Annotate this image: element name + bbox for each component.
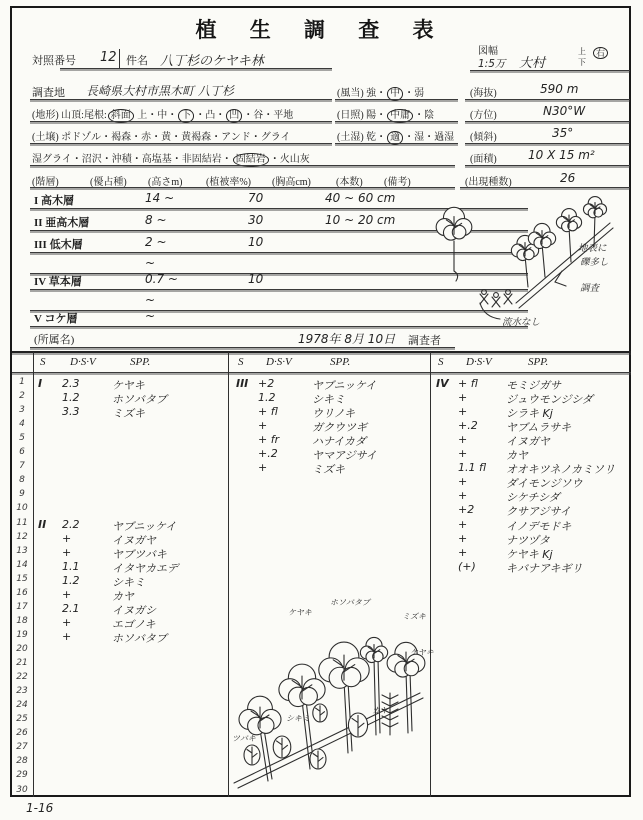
species-name: ホソバタブ <box>112 393 167 407</box>
species-name: ダイモンジソウ <box>506 477 583 491</box>
species-layer-mark: I <box>38 377 43 390</box>
species-row-number: 25 <box>16 714 28 725</box>
species-dsv-value: + <box>458 391 468 405</box>
species-row-number: 23 <box>16 686 28 697</box>
sketch-label-keyaki-2: ケヤキ <box>410 648 434 657</box>
species-name: ヤブニッケイ <box>312 379 377 392</box>
underline <box>30 149 455 166</box>
species-dsv-value: 3.3 <box>62 405 80 419</box>
layer-row-height: ~ <box>145 293 156 307</box>
underline <box>465 105 630 122</box>
species-row-number: 5 <box>19 433 25 444</box>
terrain-circled-lower: 下 <box>178 109 194 123</box>
sunlight-post: ・陰 <box>414 110 435 121</box>
sunlight-selected-option: 中庸 <box>387 109 413 123</box>
underline <box>335 83 458 100</box>
wind-options-post: ・弱 <box>404 88 425 99</box>
sunlight-pre: 陽・ <box>366 110 387 121</box>
species-dsv-value: + <box>62 587 72 601</box>
species-dsv-value: + fl <box>258 405 278 419</box>
species-row-number: 10 <box>16 503 28 514</box>
species-dsv-value: +2 <box>258 377 275 390</box>
species-name: モミジガサ <box>506 379 561 392</box>
species-name: ヤブムラサキ <box>506 421 572 435</box>
species-header-dsv: D·S·V <box>466 356 492 368</box>
layer-row-cover: 10 <box>248 235 264 249</box>
species-dsv-value: (+) <box>458 559 476 573</box>
species-name: ウリノキ <box>312 407 356 421</box>
species-name: シラキ Kj <box>506 407 553 421</box>
species-dsv-value: 1.2 <box>258 391 276 405</box>
species-dsv-value: + <box>258 419 268 433</box>
underline <box>335 105 458 122</box>
sketch-label-hosobatabu: ホソバタブ <box>330 598 370 607</box>
species-dsv-value: + <box>62 531 72 545</box>
species-name: ナツヅタ <box>506 533 550 547</box>
species-dsv-value: + <box>458 475 468 489</box>
slope-angle-label: (傾斜) <box>470 132 497 143</box>
page-number: 1-16 <box>26 801 54 815</box>
shrub-scribble <box>482 290 487 295</box>
area-label: (面積) <box>470 154 497 165</box>
underline <box>465 149 630 166</box>
layer-col-label: (高さm) <box>148 177 183 188</box>
slope-survey-label: 調査 <box>580 283 600 294</box>
tree-trunk <box>344 681 348 753</box>
species-name: イヌガシ <box>112 603 156 617</box>
species-layer-mark: IV <box>436 377 449 390</box>
species-row-number: 30 <box>16 784 28 795</box>
layer-row-cover: 10 <box>248 272 264 286</box>
terrain-mid2: ・凸・ <box>195 110 226 121</box>
species-row-number: 13 <box>16 545 28 556</box>
elevation-label: (海抜) <box>470 88 497 99</box>
layer-row-dbh: 40 ~ 60 cm <box>325 191 396 205</box>
species-name: カヤ <box>506 449 528 463</box>
underline <box>30 83 332 100</box>
soil-moisture-label: (土湿) <box>337 132 364 143</box>
species-name: シキミ <box>312 393 345 407</box>
species-row-number: 24 <box>16 700 28 711</box>
underline <box>30 105 332 122</box>
conifer-branch <box>390 723 398 727</box>
species-row-number: 15 <box>16 573 28 584</box>
species-name: シキミ <box>112 575 145 589</box>
tree-trunk <box>374 659 376 735</box>
subject-label: 件名 <box>126 55 148 67</box>
species-dsv-value: + <box>258 461 268 475</box>
soil-moisture-selected-option: 適 <box>387 131 403 145</box>
layer-col-label: (備考) <box>384 177 411 188</box>
species-dsv-value: + <box>62 545 72 559</box>
species-row-number: 20 <box>16 644 28 654</box>
species-dsv-value: 1.1 <box>62 559 80 573</box>
species-dsv-value: +2 <box>458 503 475 517</box>
sketch-label-tsubaki: ツバキ <box>232 734 256 743</box>
species-name: ヤマアジサイ <box>312 449 377 463</box>
terrain-label: (地形) <box>32 110 59 121</box>
species-name: ヤブツバキ <box>112 547 167 561</box>
conifer-branch <box>382 695 390 699</box>
species-header-spp: SPP. <box>130 356 151 368</box>
species-header-s: S <box>438 356 444 368</box>
species-header-s: S <box>40 356 46 368</box>
aspect-label: (方位) <box>470 110 497 121</box>
species-dsv-value: 1.2 <box>62 573 80 587</box>
soil-label: (土壌) <box>32 132 59 143</box>
species-row-number: 21 <box>16 658 28 668</box>
aspect-value: N30°W <box>543 104 586 118</box>
species-count-value: 26 <box>560 171 576 185</box>
species-name: ガクウツギ <box>312 421 367 435</box>
species-row-number: 8 <box>19 475 25 486</box>
species-row-number: 19 <box>16 629 28 640</box>
area-value: 10 X 15 m² <box>528 148 595 162</box>
species-row-number: 7 <box>19 461 25 472</box>
species-row-number: 11 <box>16 517 28 528</box>
species-row-number: 17 <box>16 601 28 612</box>
layer-row-height: 2 ~ <box>145 235 167 249</box>
species-name: イヌガヤ <box>112 533 156 547</box>
layer-row-height: 8 ~ <box>145 213 167 227</box>
species-dsv-value: + <box>458 545 468 559</box>
species-name: ハナイカダ <box>312 435 366 449</box>
layer-row-name: III 低木層 <box>34 239 83 251</box>
sketch-label-keyaki: ケヤキ <box>288 608 312 617</box>
sketch-label-mizuki: ミズキ <box>402 612 426 621</box>
species-dsv-value: + <box>458 531 468 545</box>
species-name: ミズキ <box>312 463 345 477</box>
species-dsv-value: 2.2 <box>62 517 80 531</box>
underline <box>30 171 455 188</box>
slope-note-line2: 礫多し <box>580 257 609 268</box>
survey-bracket <box>555 271 566 286</box>
terrain-pre: 山頂:尾根: <box>61 110 107 121</box>
layer-col-label: (植被率%) <box>206 177 251 188</box>
species-table-divider <box>33 352 34 797</box>
affiliation-label: (所属名) <box>34 334 75 346</box>
soil-moisture-pre: 乾・ <box>366 132 387 143</box>
species-layer-mark: II <box>38 517 47 531</box>
species-row-number: 9 <box>19 489 25 500</box>
wind-selected-option: 中 <box>387 87 403 101</box>
species-name: イタヤカエデ <box>112 561 178 575</box>
layer-row-height: 0.7 ~ <box>145 272 178 286</box>
species-dsv-value: 1.1 fl <box>458 461 487 475</box>
layer-row-height: 14 ~ <box>145 191 175 205</box>
survey-site-value: 長崎県大村市黒木町 八丁杉 <box>86 84 234 98</box>
species-name: カヤ <box>112 589 134 603</box>
layer-col-label: (優占種) <box>90 177 127 188</box>
conifer-branch <box>390 716 398 720</box>
terrain-post: ・谷・平地 <box>243 110 294 121</box>
species-row-number: 26 <box>16 728 28 739</box>
species-dsv-value: + <box>458 447 468 461</box>
species-name: ヤブニッケイ <box>112 519 177 533</box>
species-row-number: 27 <box>16 742 28 753</box>
ref-number-label: 対照番号 <box>32 55 76 67</box>
map-quadrant-top: 上 <box>578 47 586 56</box>
species-name: ケヤキ Kj <box>506 547 553 561</box>
map-name-value: 大村 <box>519 56 546 71</box>
map-quadrant-selected: 右 <box>593 47 608 59</box>
terrain-circled-slope: 斜面 <box>108 109 134 123</box>
species-header-spp: SPP. <box>528 356 549 368</box>
species-name: エゴノキ <box>112 617 156 631</box>
species-row-number: 29 <box>16 770 28 781</box>
species-row-number: 12 <box>16 531 28 542</box>
layer-row-dbh: 10 ~ 20 cm <box>325 213 396 227</box>
species-name: クサアジサイ <box>506 505 571 519</box>
conifer-branch <box>382 723 390 727</box>
slope-note-line1: 地表に <box>578 243 607 254</box>
underline <box>30 127 332 144</box>
ref-number-value: 12 <box>100 50 117 65</box>
layer-row-name: II 亜高木層 <box>34 217 90 229</box>
species-row-number: 18 <box>16 615 28 626</box>
slope-angle-value: 35° <box>552 126 574 140</box>
species-dsv-value: +.2 <box>458 419 478 433</box>
species-name: シケチシダ <box>506 491 560 505</box>
species-row-number: 22 <box>16 672 28 682</box>
conifer-branch <box>390 695 398 699</box>
species-row-number: 1 <box>19 377 25 387</box>
map-scale-value: 1:5万 <box>478 58 506 70</box>
water-note-leader <box>480 303 500 319</box>
soil-line2-pre: 湿グライ・沼沢・沖積・高塩基・非固結岩・ <box>32 154 232 165</box>
species-count-label: (出現種数) <box>465 177 512 188</box>
species-dsv-value: + <box>458 517 468 531</box>
soil-line2-post: ・火山灰 <box>269 154 310 165</box>
elevation-value: 590 m <box>540 82 579 96</box>
tree-trunk <box>264 729 272 779</box>
forest-sketch-drawing <box>234 637 425 788</box>
species-header-s: S <box>238 356 244 368</box>
species-row-number: 6 <box>19 447 25 458</box>
species-name: キバナアキギリ <box>506 561 583 575</box>
underline <box>60 52 332 69</box>
map-quadrant-bottom: 下 <box>578 58 586 67</box>
species-row-number: 16 <box>16 587 28 598</box>
shrub-scribble <box>506 290 511 295</box>
species-header-spp: SPP. <box>330 356 351 368</box>
species-dsv-value: 1.2 <box>62 391 80 405</box>
wind-field-label: (風当) <box>337 88 364 99</box>
species-name: ホソバタブ <box>112 631 167 645</box>
species-name: ジュウモンジシダ <box>506 393 593 407</box>
surveyor-label: 調査者 <box>408 335 441 347</box>
species-row-number: 14 <box>16 559 28 570</box>
page-title: 植 生 調 査 表 <box>195 18 448 42</box>
species-dsv-value: + <box>458 433 468 447</box>
species-dsv-value: +.2 <box>258 447 278 461</box>
terrain-mid1: 上・中・ <box>134 110 178 121</box>
layer-row-height: ~ <box>145 309 156 323</box>
layer-col-label: (階層) <box>32 177 59 188</box>
layer-row-name: I 高木層 <box>34 195 75 207</box>
species-dsv-value: + fl <box>458 377 478 390</box>
species-dsv-value: + fr <box>258 433 280 447</box>
species-header-dsv: D·S·V <box>70 356 96 368</box>
tree-trunk <box>302 700 310 769</box>
layer-col-label: (胸高cm) <box>272 177 311 188</box>
sketch-label-shikimi: シキミ <box>286 714 310 723</box>
forest-stand-sketch <box>222 585 434 795</box>
species-name: オオキツネノカミソリ <box>506 463 616 477</box>
slope-profile-sketch <box>428 185 636 333</box>
tree-trunk <box>594 214 595 248</box>
tree-trunk <box>542 244 545 278</box>
species-dsv-value: + <box>62 629 72 643</box>
tree-trunk <box>410 672 412 731</box>
survey-date: 1978年 8月 10日 <box>298 332 396 346</box>
underline <box>465 127 630 144</box>
layer-row-name: IV 草本層 <box>34 276 82 288</box>
slope-water-note: 流水なし <box>502 317 541 328</box>
tree-trunk <box>260 729 268 781</box>
species-dsv-value: + <box>458 405 468 419</box>
underline <box>470 54 630 71</box>
sunlight-label: (日照) <box>337 110 364 121</box>
layer-row-cover: 70 <box>248 191 264 205</box>
underline <box>465 83 630 100</box>
layer-row-cover: 30 <box>248 213 264 227</box>
species-layer-mark: III <box>236 377 249 390</box>
subject-value: 八丁杉のケヤキ林 <box>160 54 264 69</box>
soil-moisture-post: ・湿・過湿 <box>404 132 455 143</box>
shrub-scribble <box>494 293 499 298</box>
species-row-number: 28 <box>16 756 28 767</box>
soil-types-line1: ポドゾル・褐森・赤・黄・黄褐森・アンド・グライ <box>61 132 291 143</box>
layer-row-name: V コケ層 <box>34 313 78 325</box>
terrain-circled-concave: 凹 <box>226 109 242 123</box>
layer-col-label: (本数) <box>336 177 363 188</box>
species-row-number: 2 <box>19 391 25 402</box>
species-dsv-value: + <box>458 489 468 503</box>
species-table-top-rule <box>12 346 631 353</box>
species-dsv-value: + <box>62 615 72 629</box>
species-header-dsv: D·S·V <box>266 356 292 368</box>
survey-site-label: 調査地 <box>32 87 65 99</box>
map-sheet-label: 図幅 <box>478 46 498 57</box>
species-name: イノデモドキ <box>506 519 572 533</box>
tree-trunk <box>378 659 380 733</box>
wind-options-pre: 強・ <box>366 88 387 99</box>
species-row-number: 4 <box>19 419 25 430</box>
species-dsv-value: 2.1 <box>62 601 80 615</box>
soil-circled-consolidated-rock: 固結岩 <box>233 153 269 167</box>
species-dsv-value: 2.3 <box>62 377 80 390</box>
layer-row-height: ~ <box>145 256 156 270</box>
tree-base <box>454 271 458 281</box>
species-name: ケヤキ <box>112 379 145 392</box>
species-name: イヌガヤ <box>506 435 550 449</box>
species-row-number: 3 <box>19 405 25 416</box>
sketch-label-kaya: カヤ <box>372 706 388 715</box>
species-name: ミズキ <box>112 407 145 421</box>
underline <box>335 127 458 144</box>
tree-trunk <box>406 672 408 733</box>
